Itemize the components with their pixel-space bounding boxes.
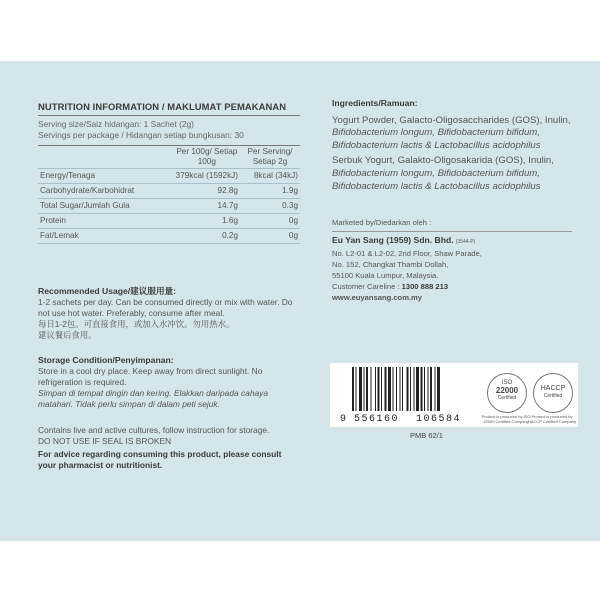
marketer-address-3: 55100 Kuala Lumpur, Malaysia.: [332, 271, 439, 281]
servings-per-package: Servings per package / Hidangan setiap bungkusan: 30: [38, 130, 244, 140]
table-row: [38, 169, 300, 184]
nutrient-per100: 92.8g: [174, 184, 240, 199]
cultures-note: Contains live and active cultures, follow instruction for storage.: [38, 425, 270, 435]
barcode-digits-right: 106584: [416, 414, 462, 425]
nutrient-per100: 14.7g: [174, 199, 240, 214]
nutrient-per100: 1.6g: [174, 214, 240, 229]
advice-note: For advice regarding consuming this product, please consult your pharmacist or nutritionist.: [38, 449, 282, 470]
barcode-image: [340, 363, 480, 427]
nutrient-perserving: 8kcal (34kJ): [240, 169, 300, 184]
nutrient-perserving: 0.3g: [240, 199, 300, 214]
nutrition-header-row: [38, 146, 300, 169]
col-per100g-header: Per 100g/ Setiap 100g: [174, 146, 240, 169]
haccp-caption: Product is produced by HACCP Certified Company: [527, 414, 577, 424]
ingredients-en-plain: Yogurt Powder, Galacto-Oligosaccharides (GOS), Inulin,: [332, 114, 571, 126]
usage-title: Recommended Usage/建议服用量:: [38, 286, 177, 296]
nutrient-per100: 0.2g: [174, 229, 240, 244]
barcode-digit-first: 9: [340, 414, 347, 425]
storage-text-ms: Simpan di tempat dingin dan kering. Elakkan daripada cahaya matahari. Tidak perlu simpan di dalam peti sejuk.: [38, 388, 268, 409]
nutrient-label: Protein: [38, 214, 174, 229]
col-perserving-header: Per Serving/ Setiap 2g: [240, 146, 300, 169]
nutrient-label: Carbohydrate/Karbohidrat: [38, 184, 174, 199]
nutrient-label: Total Sugar/Jumlah Gula: [38, 199, 174, 214]
nutrition-table: [38, 145, 300, 244]
nutrient-label: Energy/Tenaga: [38, 169, 174, 184]
table-row: [38, 229, 300, 244]
table-row: [38, 184, 300, 199]
haccp-seal: HACCP Certified: [533, 373, 573, 413]
storage-title: Storage Condition/Penyimpanan:: [38, 355, 174, 365]
careline-line: [332, 281, 572, 292]
marketer-address-2: No. 152, Changkat Thambi Dollah,: [332, 260, 449, 270]
usage-text-zh-2: 建议餐后食用。: [38, 330, 97, 340]
marketer-label: Marketed by/Diedarkan oleh :: [332, 217, 572, 232]
nutrient-label: Fat/Lemak: [38, 229, 174, 244]
nutrition-title: NUTRITION INFORMATION / MAKLUMAT PEMAKANAN: [38, 101, 300, 116]
ingredients-en: [332, 115, 572, 153]
careline-number: 1300 888 213: [401, 282, 449, 292]
nutrient-perserving: 1.9g: [240, 184, 300, 199]
nutrient-perserving: 0g: [240, 229, 300, 244]
marketer-address-1: No. L2-01 & L2-02, 2nd Floor, Shaw Parade,: [332, 249, 482, 259]
barcode-digits-left: 556160: [354, 414, 400, 425]
ingredients-ms: [332, 155, 572, 193]
nutrient-perserving: 0g: [240, 214, 300, 229]
usage-text: 1-2 sachets per day. Can be consumed directly or mix with water. Do not use hot water. Preferably, consume after meal.: [38, 297, 293, 318]
ingredients-en-italic: Bifidobacterium longum, Bifidobacterium bifidum, Bifidobacterium lactis & Lactobacillus acidophilus: [332, 127, 541, 151]
usage-text-zh: 每日1-2包。可直接食用，或加入水冲饮。勿用热水。: [38, 319, 235, 329]
marketer-reg-no: (3544-P): [455, 239, 476, 246]
left-column: [38, 101, 300, 471]
seal-warning: DO NOT USE IF SEAL IS BROKEN: [38, 436, 172, 446]
ingredients-ms-plain: Serbuk Yogurt, Galakto-Oligosakarida (GOS), Inulin,: [332, 155, 554, 167]
barcode-box: [330, 363, 578, 427]
nutrient-per100: 379kcal (1592kJ): [174, 169, 240, 184]
iso-22000-seal: ISO 22000 Certified: [487, 373, 527, 413]
iso-caption: Product is produced by ISO 22000 Certified Company: [481, 414, 531, 424]
ingredients-title: Ingredients/Ramuan:: [332, 98, 418, 108]
marketer-company-line: [332, 235, 572, 248]
careline-label: Customer Careline :: [332, 282, 402, 292]
serving-size: Serving size/Saiz hidangan: 1 Sachet (2g): [38, 119, 194, 129]
table-row: [38, 214, 300, 229]
website: www.euyansang.com.my: [332, 293, 423, 303]
ingredients-ms-italic: Bifidobacterium longum, Bifidobacterium bifidum, Bifidobacterium lactis & Lactobacillus acidophilus: [332, 167, 541, 192]
table-row: [38, 199, 300, 214]
pmb-code: PMB 62/1: [410, 431, 443, 440]
marketer-company: Eu Yan Sang (1959) Sdn. Bhd.: [332, 235, 454, 246]
right-column: [332, 97, 572, 303]
storage-text: Store in a cool dry place. Keep away from direct sunlight. No refrigeration is required.: [38, 366, 263, 387]
